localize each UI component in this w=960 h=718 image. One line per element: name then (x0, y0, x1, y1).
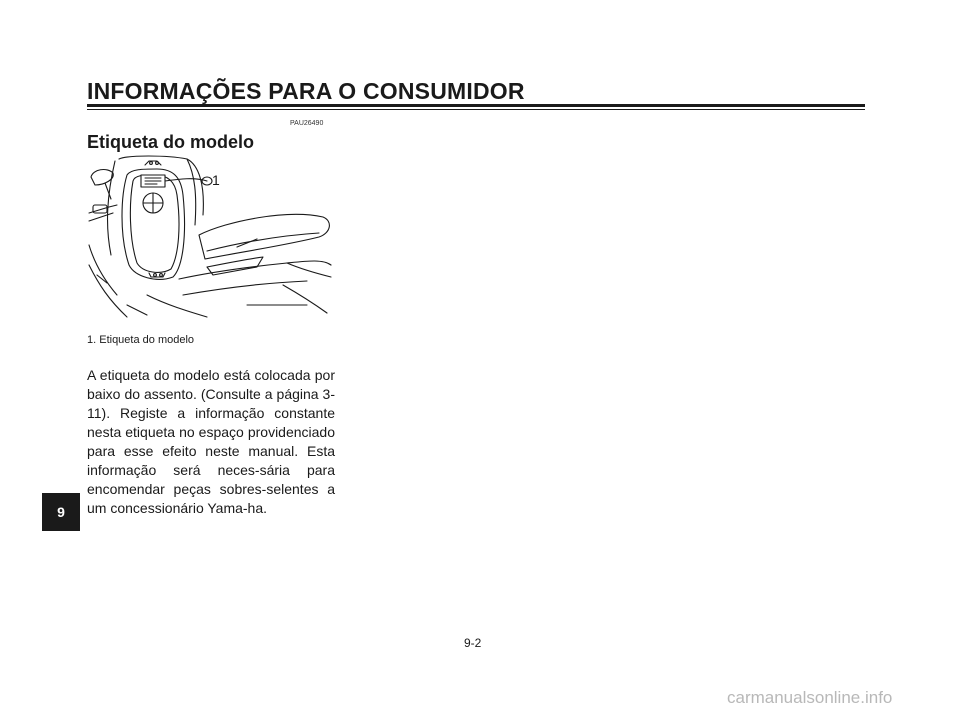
watermark: carmanualsonline.info (727, 688, 893, 707)
rear-seat-shape (199, 214, 329, 259)
mirror-shape (91, 170, 113, 185)
section-title: Etiqueta do modelo (87, 132, 255, 152)
body-paragraph: A etiqueta do modelo está colocada por baixo do assento. (Consulte a página 3-11). Registe a informação constante nesta etiqueta no espaço providenciado para esse efeito neste manual. Esta informação será neces-sária para encomendar peças sobres-selentes a um concessionário Yama-ha. (87, 367, 335, 516)
header-rule-thin (87, 109, 865, 110)
scooter-seat-illustration (87, 155, 335, 320)
figure-caption: 1. Etiqueta do modelo (87, 334, 195, 346)
header-rule-thick (87, 104, 865, 107)
chapter-tab: 9 (42, 493, 80, 531)
callout-number: 1 (212, 172, 220, 188)
reference-code: PAU26490 (290, 120, 324, 127)
page-header-title: INFORMAÇÕES PARA O CONSUMIDOR (87, 78, 525, 104)
page-number: 9-2 (464, 636, 482, 650)
